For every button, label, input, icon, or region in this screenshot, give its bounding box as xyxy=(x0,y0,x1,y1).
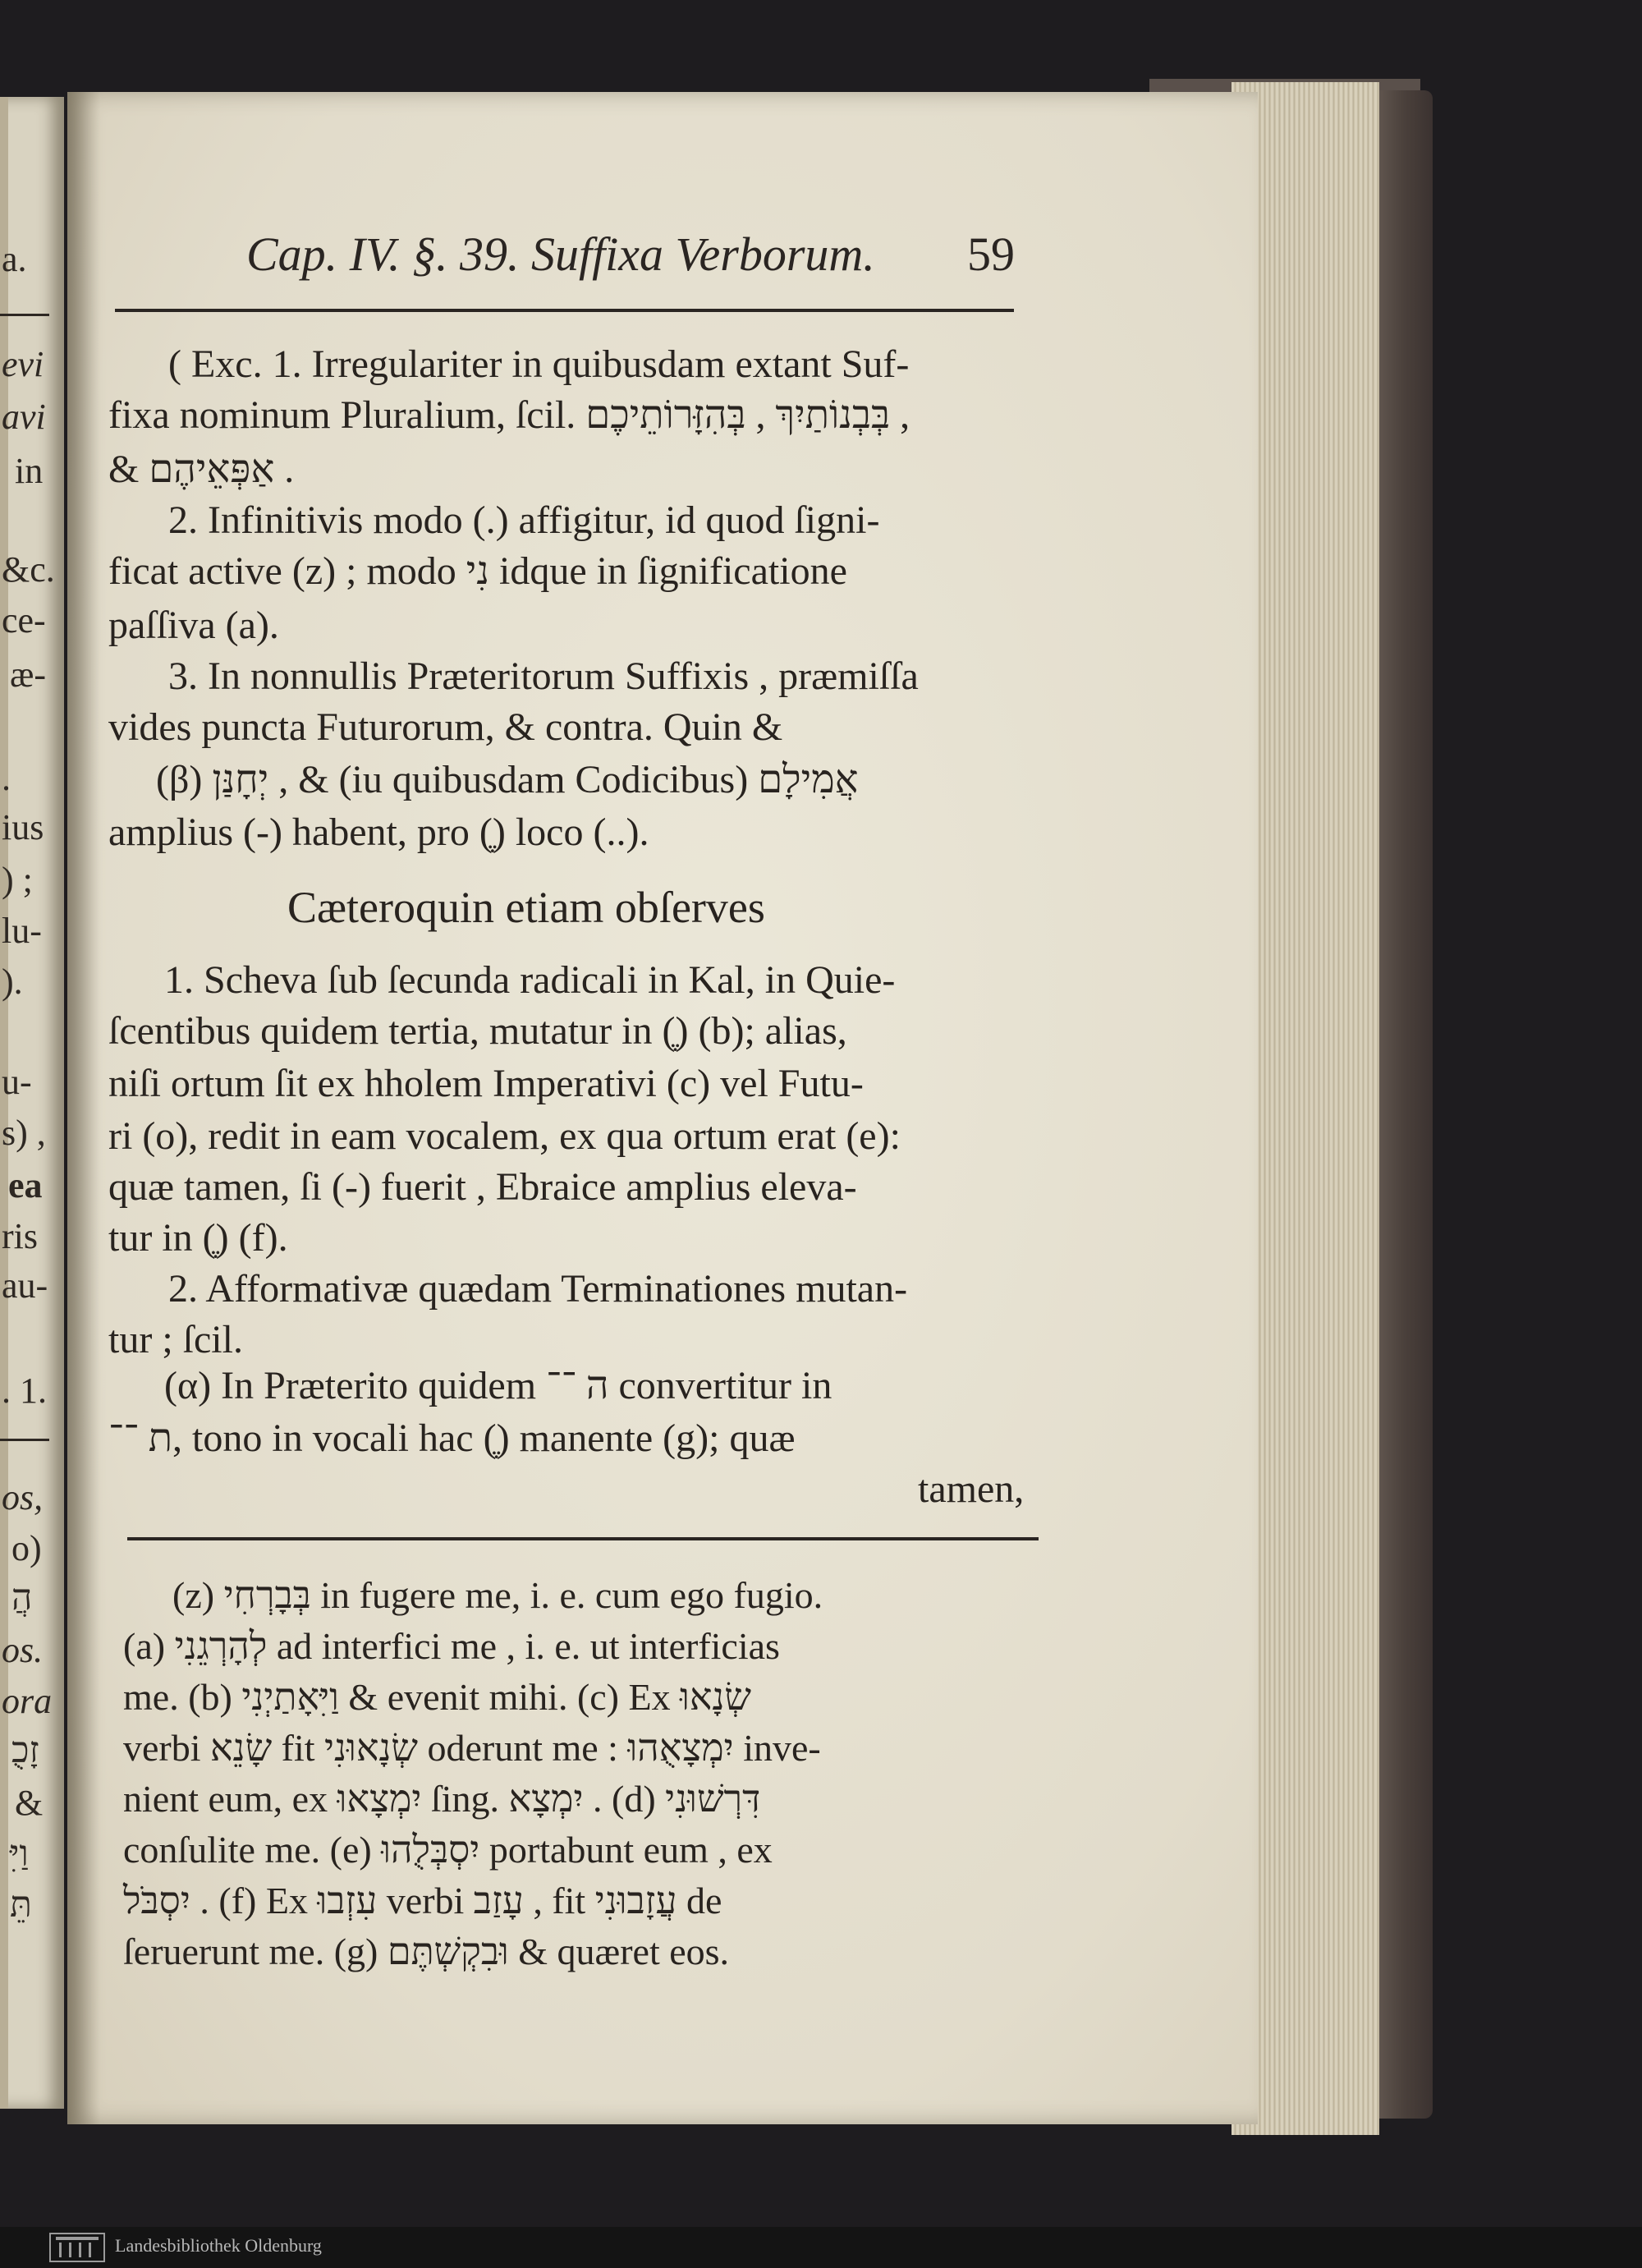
text-line: (α) In Præterito quidem ה ־־ convertitur in xyxy=(164,1364,832,1407)
library-name: Landesbibliothek Oldenburg xyxy=(115,2235,322,2256)
text-line: amplius (-) habent, pro (ֶ) loco (..). xyxy=(108,810,649,854)
facing-fragment: u- xyxy=(2,1062,32,1102)
footnote-line: (a) לְהָרְגֵנִי ad interfici me , i. e. ut interficias xyxy=(123,1625,780,1667)
text-line: ת ־־, tono in vocali hac (ֶ) manente (g); quæ xyxy=(108,1416,796,1460)
facing-rule xyxy=(0,314,49,316)
catchword: tamen, xyxy=(918,1467,1025,1511)
text-line: ( Exc. 1. Irregulariter in quibusdam extant Suf- xyxy=(168,342,910,386)
text-line: ri (o), redit in eam vocalem, ex qua ortum erat (e): xyxy=(108,1114,901,1158)
library-logo-icon xyxy=(49,2233,105,2262)
facing-fragment: o) xyxy=(11,1528,42,1568)
header-rule xyxy=(115,309,1014,312)
section-heading-text: Cæteroquin etiam obſerves xyxy=(287,883,765,932)
gutter-shadow xyxy=(67,92,100,2124)
facing-fragment: avi xyxy=(2,397,46,437)
facing-fragment: תֵּ xyxy=(10,1885,32,1925)
text-line: quæ tamen, ſi (-) fuerit , Ebraice amplius eleva- xyxy=(108,1165,857,1209)
facing-fragment: ). xyxy=(2,962,23,1002)
facing-fragment: & xyxy=(15,1783,44,1823)
text-line: tur ; ſcil. xyxy=(108,1318,243,1361)
page-number: 59 xyxy=(967,227,1015,281)
footnote-line: יִסְבֹּל . (f) Ex עִזְבוּ verbi עָזַב , fit עֲזָבוּנִי de xyxy=(123,1880,722,1921)
facing-fragment: ius xyxy=(2,807,44,847)
facing-fragment: ) ; xyxy=(2,860,33,900)
section-heading xyxy=(287,885,765,930)
text-line: 3. In nonnullis Præteritorum Suffixis , præmiſſa xyxy=(168,654,919,698)
footnote-line: (z) בְּבָרְחִי in fugere me, i. e. cum ego fugio. xyxy=(172,1574,823,1616)
text-line: ſcentibus quidem tertia, mutatur in (ֶ) (b); alias, xyxy=(108,1009,847,1053)
footnote-line: conſulite me. (e) יִסְבְּלֻהוּ portabunt eum , ex xyxy=(123,1829,773,1871)
text-line: 2. Afformativæ quædam Terminationes mutan- xyxy=(168,1267,908,1311)
running-head xyxy=(246,227,1026,292)
facing-fragment: æ- xyxy=(10,654,46,695)
facing-fragment: s) , xyxy=(2,1113,46,1153)
facing-fragment: os. xyxy=(2,1630,44,1670)
facing-fragment: &c. xyxy=(2,549,55,590)
facing-rule xyxy=(0,1439,49,1441)
chapter-heading: Cap. IV. §. 39. Suffixa Verborum. xyxy=(246,227,875,281)
facing-fragment: au- xyxy=(2,1265,48,1306)
facing-fragment: ea xyxy=(8,1165,43,1205)
text-line: paſſiva (a). xyxy=(108,604,279,647)
text-line: tur in (ֶ) (f). xyxy=(108,1216,288,1260)
facing-fragment: a. xyxy=(2,239,27,279)
text-line: ficat active (z) ; modo נִי idque in ſignificatione xyxy=(108,549,847,593)
facing-fragment: וַיִּ xyxy=(10,1834,29,1874)
text-line: fixa nominum Pluralium, ſcil. בְּבְנוֹתַיִךְ , בְּהִזָּרוֹתֵיכֶם , xyxy=(108,393,910,437)
text-line: vides puncta Futurorum, & contra. Quin & xyxy=(108,705,783,749)
footnote-rule xyxy=(127,1537,1039,1540)
facing-fragment: evi xyxy=(2,344,44,384)
text-line: & אַפְּאֵיהֶם . xyxy=(108,448,295,491)
text-line: niſi ortum ſit ex hholem Imperativi (c) vel Futu- xyxy=(108,1062,864,1105)
text-line: 2. Infinitivis modo (.) affigitur, id quod ſigni- xyxy=(168,498,880,542)
facing-fragment: os, xyxy=(2,1477,44,1517)
facing-fragment: . 1. xyxy=(2,1370,47,1411)
footnote-line: ſeruerunt me. (g) וּבִקְשְׁתֶּם & quæret eos. xyxy=(123,1931,730,1972)
facing-fragment: lu- xyxy=(2,911,42,951)
facing-fragment: in xyxy=(15,451,44,491)
facing-fragment: ce- xyxy=(2,600,46,640)
facing-fragment: ris xyxy=(2,1216,38,1256)
text-line: (β) יְחָנַּן , & (iu quibusdam Codicibus) אֲמִילָם xyxy=(156,758,859,801)
facing-fragment: ora xyxy=(2,1681,53,1721)
footnote-line: verbi שָׂנֵא fit שְׂנָאוּנִי oderunt me : יִמְצָאֻהוּ inve- xyxy=(123,1727,821,1769)
footnote-line: me. (b) וַיִּאָתַיְנִי & evenit mihi. (c) Ex שְׂנָאוּ xyxy=(123,1676,751,1718)
footnote-line: nient eum, ex יִמְצָאוּ ſing. יִמְצָא . (d) דִּרְשׁוּנִי xyxy=(123,1778,761,1820)
facing-fragment: הֲ xyxy=(11,1577,33,1618)
facing-fragment: זָכֻ xyxy=(11,1730,39,1770)
facing-fragment: . xyxy=(2,758,11,798)
text-line: 1. Scheva ſub ſecunda radicali in Kal, in Quie- xyxy=(164,958,896,1002)
